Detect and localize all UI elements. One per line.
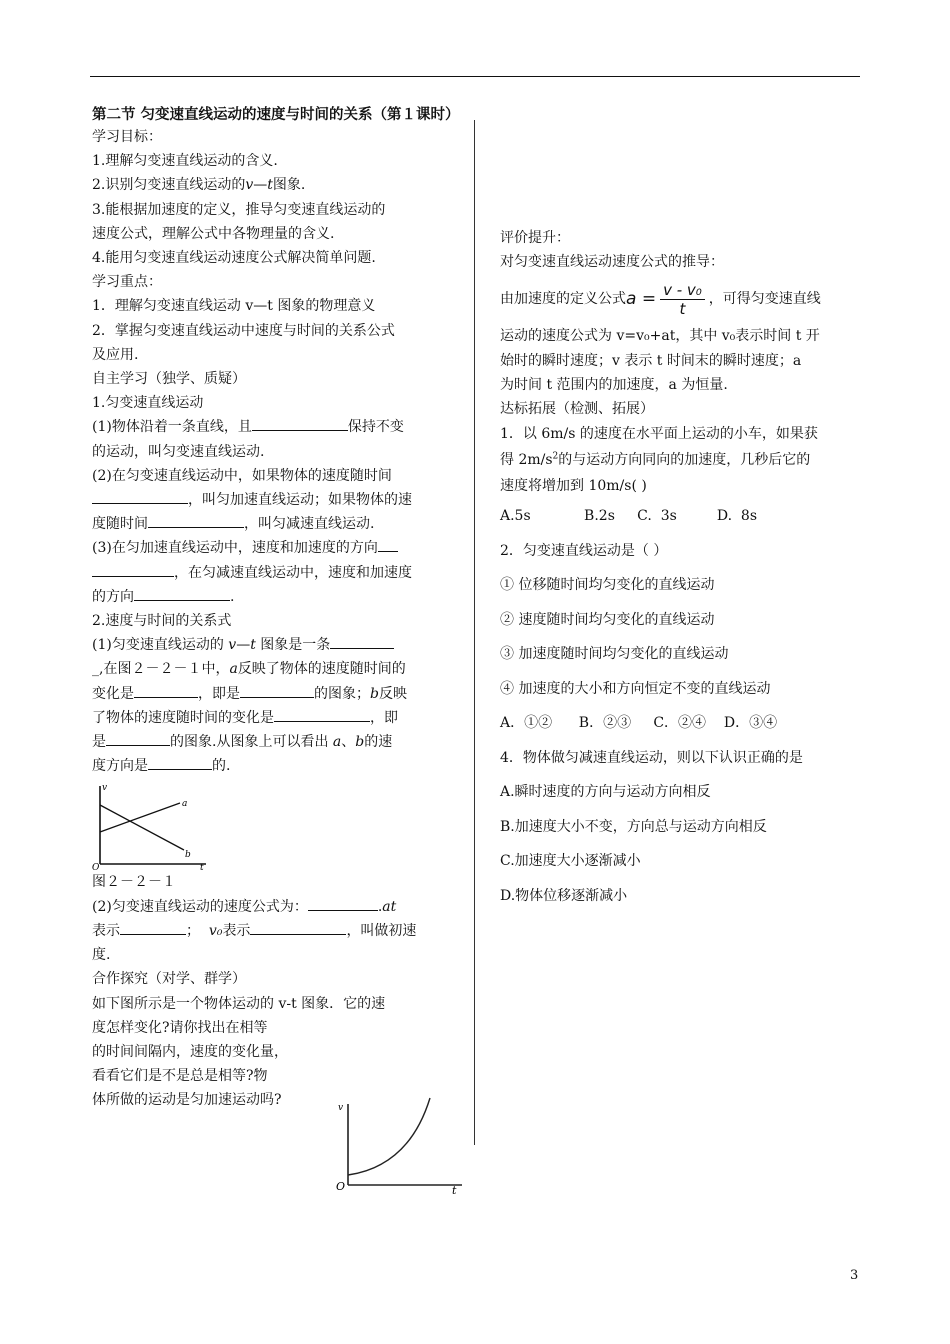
figure-2-2-1-caption: 图２－２－１	[92, 874, 176, 891]
fig2-origin-label: O	[336, 1180, 346, 1193]
blank[interactable]	[378, 536, 398, 552]
blank[interactable]	[134, 682, 198, 698]
goals-heading: 学习目标：	[92, 129, 162, 145]
blank[interactable]	[92, 488, 188, 504]
right-column	[500, 226, 862, 913]
blank[interactable]	[252, 415, 348, 431]
derive-line-3: 始时的瞬时速度；v 表示 t 时间末的瞬时速度；a	[500, 352, 802, 369]
derive-line-4: 为时间 t 范围内的加速度，a 为恒量.	[500, 376, 728, 393]
coop-line-5: 体所做的运动是匀加速运动吗?	[92, 1092, 282, 1109]
question-2-item-1: ① 位移随时间均匀变化的直线运动	[500, 577, 715, 594]
derive-heading: 对匀变速直线运动速度公式的推导：	[500, 254, 724, 271]
fig1-a-label: a	[182, 799, 188, 810]
goal-4: 4.能用匀变速直线运动速度公式解决简单问题.	[92, 250, 376, 267]
blank[interactable]	[120, 919, 186, 935]
question-4-option-d: D.物体位移逐渐减小	[500, 887, 628, 904]
question-2: 2．匀变速直线运动是（ ）	[500, 542, 668, 559]
fig2-t-label: t	[452, 1184, 457, 1195]
coop-heading: 合作探究（对学、群学）	[92, 971, 246, 988]
column-divider	[474, 120, 475, 1145]
blank[interactable]	[106, 730, 170, 746]
eval-heading: 评价提升：	[500, 230, 570, 246]
key-2a: 2．掌握匀变速直线运动中速度与时间的关系公式	[92, 322, 395, 339]
coop-line-4: 看看它们是不是总是相等?物	[92, 1068, 268, 1085]
s1-q2-line2: ，叫匀加速直线运动；如果物体的速	[92, 488, 456, 512]
goal-3a: 3.能根据加速度的定义，推导匀变速直线运动的	[92, 201, 386, 218]
s2-q1-line3: 变化是 ，即是 的图象；b反映	[92, 682, 456, 706]
figure-2-2-1	[92, 780, 212, 870]
goal-2: 2.识别匀变速直线运动的v—t图象.	[92, 177, 306, 194]
fig1-origin-label: O	[92, 863, 100, 871]
fig2-curve	[348, 1098, 430, 1175]
s2-q1-line4: 了物体的速度随时间的变化是 ，即	[92, 706, 456, 730]
fig1-b-label: b	[185, 850, 191, 861]
s2-q2-line2: 表示 ； v₀表示 ，叫做初速	[92, 919, 456, 943]
coop-line-1: 如下图所示是一个物体运动的 v-t 图象．它的速	[92, 995, 386, 1012]
s2-q2-line3: 度.	[92, 947, 111, 964]
question-4-option-c: C.加速度大小逐渐减小	[500, 853, 641, 870]
blank[interactable]	[148, 512, 244, 528]
page-number: 3	[850, 1268, 859, 1283]
formula-fraction: $\frac{\text{v - v₀}}{t}$	[660, 281, 705, 318]
goal-3b: 速度公式，理解公式中各物理量的含义.	[92, 225, 335, 242]
question-2-item-4: ④ 加速度的大小和方向恒定不变的直线运动	[500, 680, 771, 697]
question-1-options: A.5s B.2s C. 3s D. 8s	[500, 508, 758, 525]
vt-curve-figure	[322, 1090, 472, 1195]
question-1-line-1: 1．以 6m/s 的速度在水平面上运动的小车，如果获	[500, 426, 818, 443]
left-column	[92, 125, 456, 1113]
s1-q1-line2: 的运动，叫匀变速直线运动.	[92, 443, 265, 460]
s2-q1-line2: _,在图２－２－１中，a反映了物体的速度随时间的	[92, 661, 406, 678]
fig1-line-a	[100, 803, 180, 832]
formula-a: a =	[626, 289, 657, 310]
blank[interactable]	[308, 895, 378, 911]
extension-heading: 达标拓展（检测、拓展）	[500, 401, 654, 418]
blank[interactable]	[274, 706, 370, 722]
key-2b: 及应用.	[92, 346, 139, 363]
s2-q1-line1: (1)匀变速直线运动的 v—t 图象是一条	[92, 633, 456, 657]
page-title: 第二节 匀变速直线运动的速度与时间的关系（第１课时）	[92, 106, 460, 123]
s1-q3-line1: (3)在匀加速直线运动中，速度和加速度的方向	[92, 536, 456, 560]
header-rule	[90, 76, 860, 77]
blank[interactable]	[330, 633, 394, 649]
key-1: 1．理解匀变速直线运动 v—t 图象的物理意义	[92, 298, 376, 315]
coop-line-2: 度怎样变化?请你找出在相等	[92, 1019, 268, 1036]
fig1-v-label: v	[102, 783, 108, 794]
question-4-option-a: A.瞬时速度的方向与运动方向相反	[500, 784, 711, 801]
s1-q3-line3: 的方向 .	[92, 585, 456, 609]
fig2-v-label: v	[338, 1103, 344, 1113]
question-4-option-b: B.加速度大小不变，方向总与运动方向相反	[500, 818, 767, 835]
s1-q2-line3: 度随时间 ，叫匀减速直线运动.	[92, 512, 456, 536]
blank[interactable]	[250, 919, 346, 935]
s1-q2-line1: (2)在匀变速直线运动中，如果物体的速度随时间	[92, 467, 392, 484]
section-2-heading: 2.速度与时间的关系式	[92, 613, 232, 630]
self-study-heading: 自主学习（独学、质疑）	[92, 371, 246, 388]
blank[interactable]	[134, 585, 230, 601]
question-1-line-2: 得 $2m/s^2$的与运动方向同向的加速度，几秒后它的	[500, 451, 811, 469]
question-2-item-2: ② 速度随时间均匀变化的直线运动	[500, 611, 715, 628]
question-1-line-3: 速度将增加到 10m/s( )	[500, 478, 647, 495]
blank[interactable]	[240, 682, 314, 698]
s2-q1-line6: 度方向是 的.	[92, 754, 456, 778]
blank[interactable]	[92, 561, 174, 577]
coop-line-3: 的时间间隔内，速度的变化量，	[92, 1043, 288, 1060]
derive-line-1: 由加速度的定义公式 a = $\frac{\text{v - v₀}}{t}$ ，可得匀变速直线	[500, 280, 821, 318]
s2-q1-line5: 是 的图象.从图象上可以看出 a、b的速	[92, 730, 456, 754]
section-1-heading: 1.匀变速直线运动	[92, 395, 204, 412]
derive-line-2: 运动的速度公式为 v=v₀+at，其中 v₀表示时间 t 开	[500, 328, 820, 345]
s2-q2-line1: (2)匀变速直线运动的速度公式为： .at	[92, 895, 456, 919]
blank[interactable]	[148, 754, 212, 770]
key-heading: 学习重点：	[92, 274, 162, 291]
question-2-options: A．①② B．②③ C．②④ D．③④	[500, 715, 778, 732]
question-4: 4．物体做匀减速直线运动，则以下认识正确的是	[500, 749, 803, 766]
goal-1: 1.理解匀变速直线运动的含义.	[92, 153, 278, 170]
question-2-item-3: ③ 加速度随时间均匀变化的直线运动	[500, 646, 729, 663]
s1-q3-line2: ，在匀减速直线运动中，速度和加速度	[92, 561, 456, 585]
fig1-t-label: t	[200, 863, 204, 871]
s1-q1-line1: (1)物体沿着一条直线，且 保持不变	[92, 415, 456, 439]
